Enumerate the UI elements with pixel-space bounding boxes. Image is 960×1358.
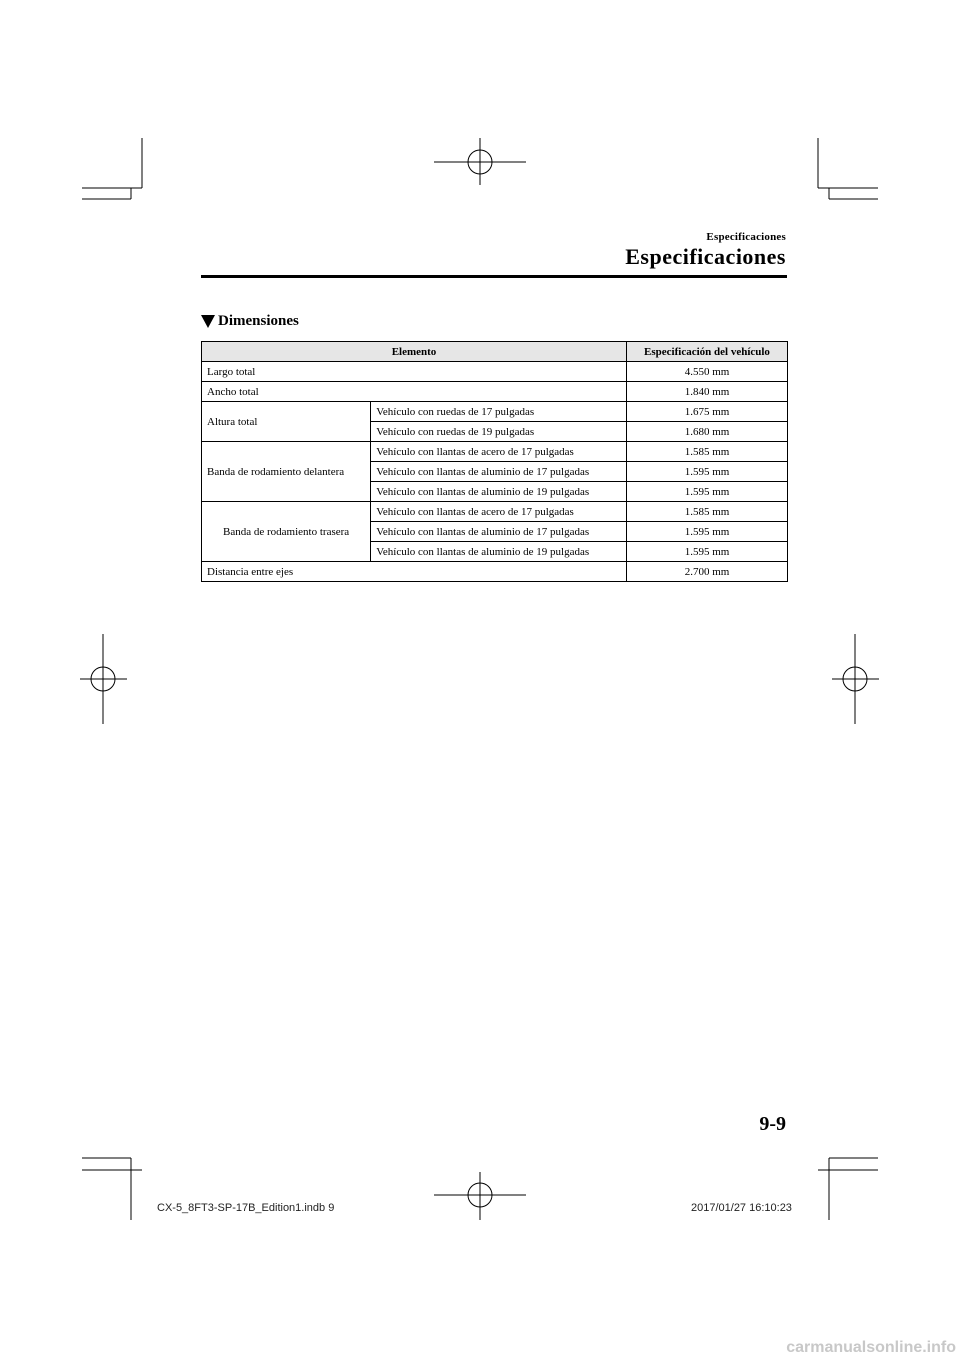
chapter-header-title: Especificaciones [625,244,786,269]
section-title: Dimensiones [218,313,299,329]
table-row [202,442,788,462]
table-header-row [202,342,788,362]
row-label-largo: Largo total [202,362,627,382]
table-row [202,402,788,422]
row-condition: Vehículo con llantas de aluminio de 19 pulgadas [371,542,627,562]
row-value-largo: 4.550 mm [627,362,788,382]
row-value-distancia: 2.700 mm [627,562,788,582]
dimensions-table [201,341,788,582]
row-condition: Vehículo con llantas de acero de 17 pulgadas [371,502,627,522]
table-row [202,502,788,522]
footer-file-name: CX-5_8FT3-SP-17B_Edition1.indb 9 [157,1202,335,1214]
row-value: 1.585 mm [627,442,788,462]
row-label-delantera: Banda de rodamiento delantera [202,442,371,502]
table-row [202,562,788,582]
row-value: 1.595 mm [627,522,788,542]
row-condition: Vehículo con ruedas de 17 pulgadas [371,402,627,422]
row-value: 1.595 mm [627,482,788,502]
row-value-ancho: 1.840 mm [627,382,788,402]
row-condition: Vehículo con llantas de acero de 17 pulgadas [371,442,627,462]
page-number: 9-9 [759,1113,786,1135]
row-value: 1.680 mm [627,422,788,442]
column-header-item: Elemento [202,342,627,362]
footer-datetime: 2017/01/27 16:10:23 [691,1202,792,1214]
row-condition: Vehículo con llantas de aluminio de 17 pulgadas [371,462,627,482]
watermark: carmanualsonline.info [786,1339,956,1356]
row-condition: Vehículo con llantas de aluminio de 19 pulgadas [371,482,627,502]
table-row [202,382,788,402]
header-rule [201,275,787,278]
row-value: 1.585 mm [627,502,788,522]
row-label-distancia: Distancia entre ejes [202,562,627,582]
row-label-altura: Altura total [202,402,371,442]
table-row [202,362,788,382]
row-value: 1.595 mm [627,542,788,562]
section-heading [201,313,299,330]
chapter-header-small: Especificaciones [706,231,786,243]
row-value: 1.595 mm [627,462,788,482]
row-condition: Vehículo con ruedas de 19 pulgadas [371,422,627,442]
row-value: 1.675 mm [627,402,788,422]
down-triangle-icon [201,315,215,328]
row-condition: Vehículo con llantas de aluminio de 17 pulgadas [371,522,627,542]
row-label-trasera: Banda de rodamiento trasera [202,502,371,562]
row-label-ancho: Ancho total [202,382,627,402]
column-header-spec: Especificación del vehículo [627,342,788,362]
